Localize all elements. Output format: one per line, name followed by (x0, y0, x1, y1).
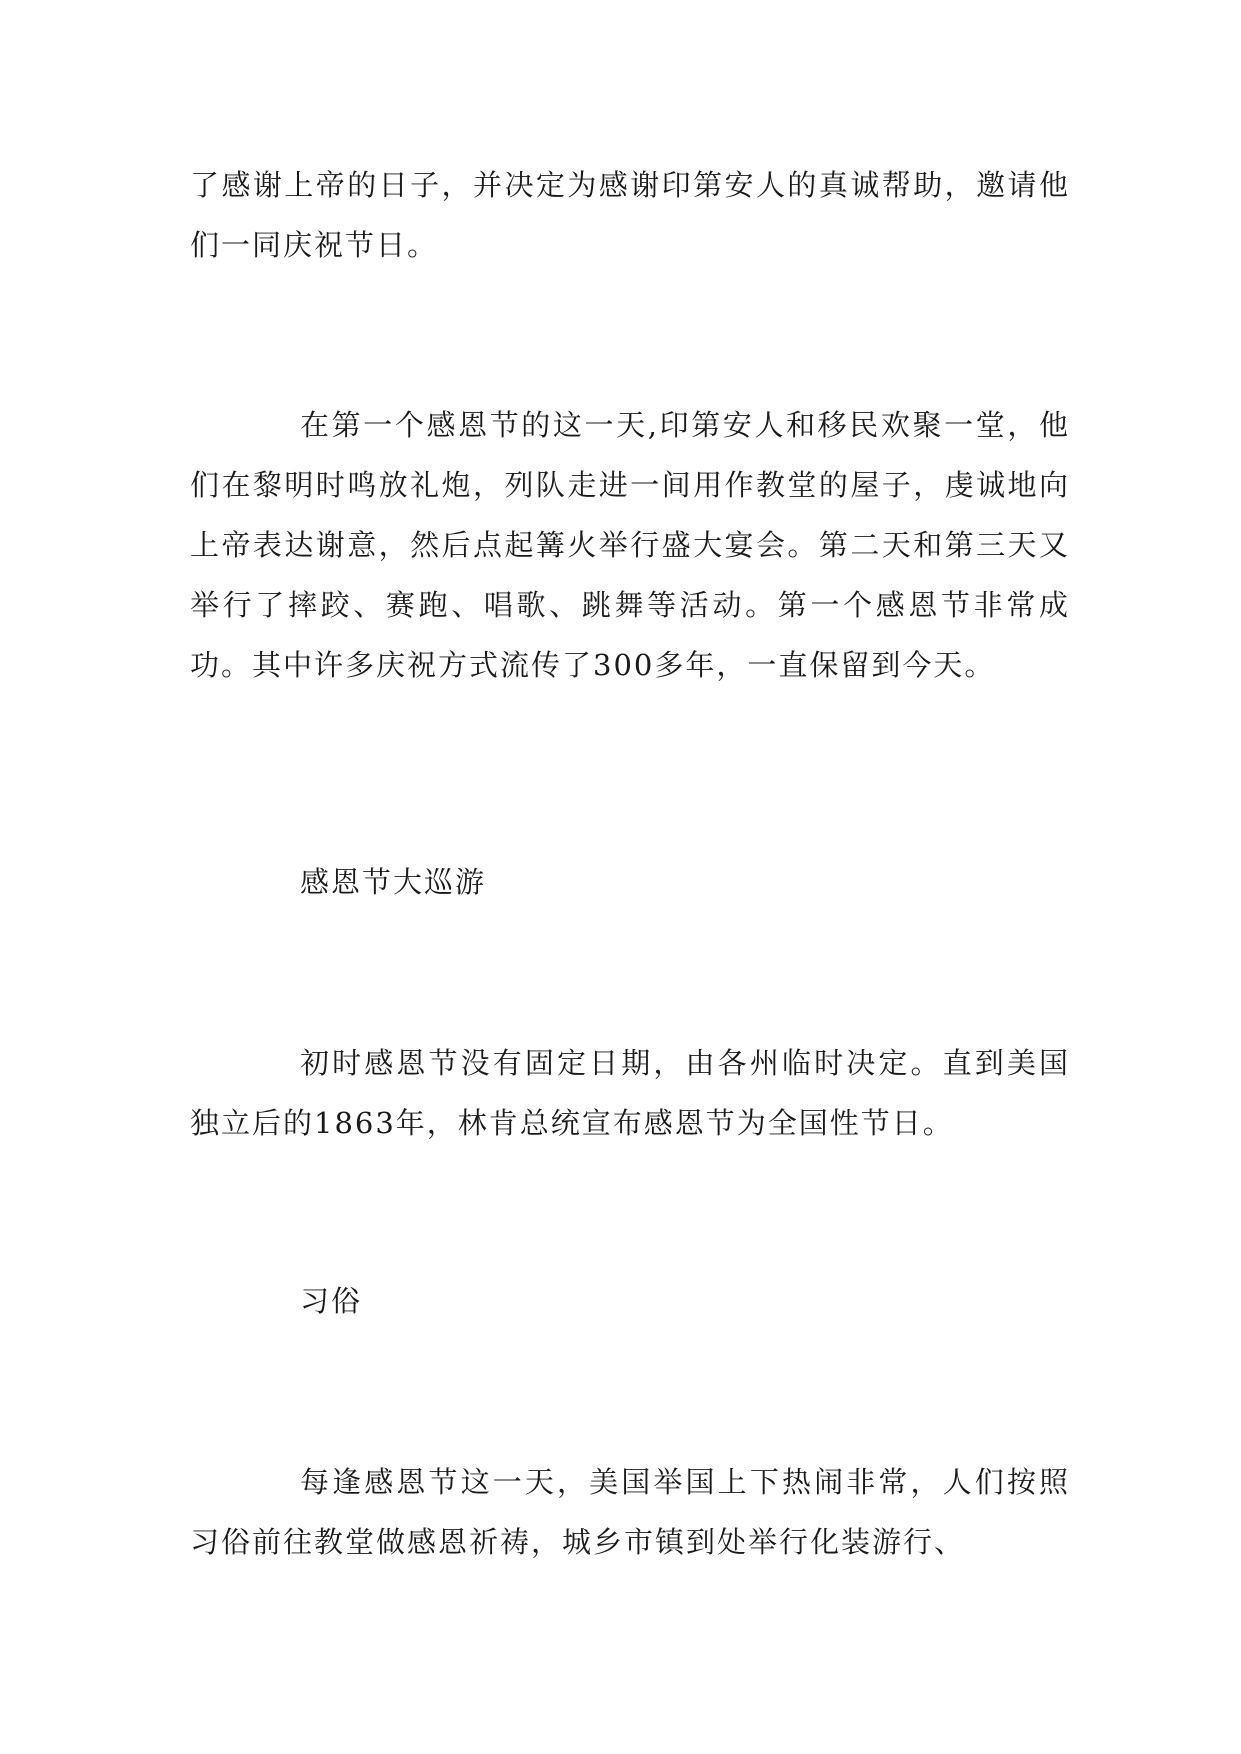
section-heading-customs: 习俗 (300, 1284, 363, 1318)
paragraph-continuation: 了感谢上帝的日子，并决定为感谢印第安人的真诚帮助，邀请他们一同庆祝节日。 (190, 168, 1070, 262)
paragraph-customs: 每逢感恩节这一天，美国举国上下热闹非常，人们按照习俗前往教堂做感恩祈祷，城乡市镇到处举行化装游行、 (190, 1465, 1070, 1559)
paragraph-holiday-date: 初时感恩节没有固定日期，由各州临时决定。直到美国独立后的1863年，林肯总统宣布感恩节为全国性节日。 (190, 1046, 1070, 1140)
paragraph-first-thanksgiving: 在第一个感恩节的这一天,印第安人和移民欢聚一堂，他们在黎明时鸣放礼炮，列队走进一间用作教堂的屋子，虔诚地向上帝表达谢意，然后点起篝火举行盛大宴会。第二天和第三天又举行了摔跤、赛跑、唱歌、跳舞等活动。第一个感恩节非常成功。其中许多庆祝方式流传了300多年，一直保留到今天。 (190, 408, 1070, 682)
section-heading-parade: 感恩节大巡游 (300, 865, 487, 899)
